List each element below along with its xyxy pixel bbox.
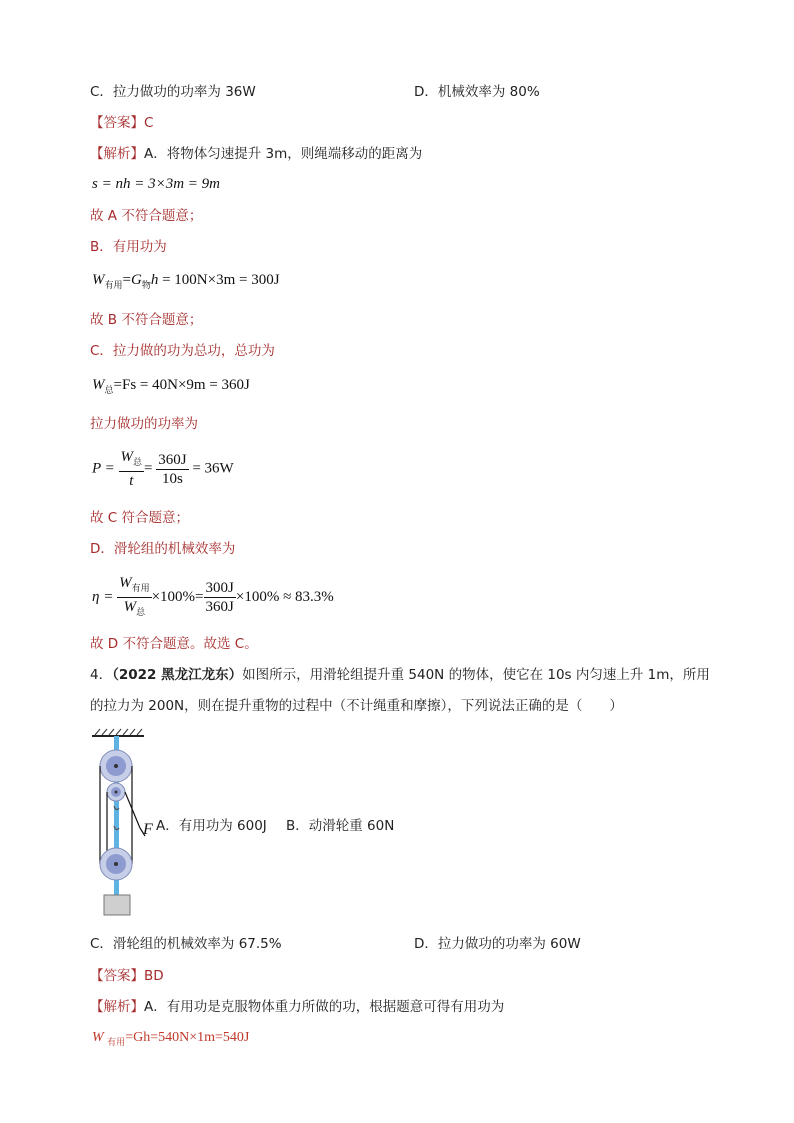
equation-total-rest: =Fs = 40N×9m = 360J bbox=[113, 377, 250, 393]
option-c-prev: C．拉力做功的功率为 36W bbox=[90, 84, 256, 100]
power-sub: 总 bbox=[133, 457, 143, 467]
answer-label-2: 【答案】BD bbox=[90, 968, 164, 984]
force-label: F bbox=[143, 821, 153, 838]
eta-num-sub: 有用 bbox=[131, 583, 150, 593]
analysis-label: 【解析】 bbox=[90, 146, 144, 162]
fraction-w-over-t: $\frac{W_总}{t}$ bbox=[120, 449, 143, 489]
conclusion-c: 故 C 符合题意； bbox=[90, 510, 190, 526]
option-b: B．动滑轮重 60N bbox=[286, 818, 395, 834]
fraction-efficiency-values bbox=[204, 579, 236, 616]
fraction-efficiency: $\frac{W_{有用}}{W_总}$ bbox=[119, 575, 150, 617]
sub-useful: 有用 bbox=[104, 280, 123, 290]
analysis-line-a bbox=[90, 144, 422, 164]
option-b-analysis: B．有用功为 bbox=[90, 239, 167, 255]
question-number: 4． bbox=[90, 667, 113, 683]
equation-efficiency bbox=[92, 574, 334, 621]
pulley-system-figure bbox=[90, 728, 150, 918]
analysis-line-2 bbox=[90, 997, 504, 1017]
answer-label-1: 【答案】C bbox=[90, 115, 154, 131]
sub-useful-2: 有用 bbox=[107, 1036, 126, 1047]
equation-distance: s = nh = 3×3m = 9m bbox=[92, 176, 220, 192]
sub-object: 物 bbox=[141, 280, 151, 290]
question-4-line-1 bbox=[90, 665, 710, 685]
equation-total-work: $W_总=Fs = 40N\times 9m = 360J$ bbox=[92, 377, 250, 395]
option-a: A．有用功为 600J bbox=[156, 818, 267, 834]
sub-total: 总 bbox=[104, 385, 114, 395]
eta-rhs: ×100% ≈ 83.3% bbox=[235, 588, 334, 605]
power-lhs: P = bbox=[92, 460, 115, 477]
conclusion-b: 故 B 不符合题意； bbox=[90, 312, 203, 328]
conclusion-d: 故 D 不符合题意。故选 C。 bbox=[90, 636, 258, 652]
power-text: 拉力做功的功率为 bbox=[90, 416, 198, 432]
power-den: t bbox=[129, 473, 134, 489]
analysis-a-text: A．将物体匀速提升 3m，则绳端移动的距离为 bbox=[144, 146, 423, 162]
eta-den2: 360J bbox=[205, 599, 234, 615]
question-source: （2022 黑龙江龙东） bbox=[112, 667, 243, 683]
option-d-analysis: D．滑轮组的机械效率为 bbox=[90, 541, 236, 557]
power-num2: 360J bbox=[158, 451, 187, 468]
ceiling-hatch bbox=[95, 729, 142, 735]
fraction-values bbox=[156, 451, 188, 488]
equation-useful-work: $W_{有用}=G_物h = 100N\times 3m = 300J$ bbox=[92, 272, 280, 290]
option-d-prev: D．机械效率为 80% bbox=[414, 84, 540, 100]
eta-num2: 300J bbox=[205, 580, 234, 596]
eta-mid: ×100%= bbox=[151, 588, 204, 605]
eta-den-sub: 总 bbox=[136, 607, 146, 617]
weight-block bbox=[104, 895, 130, 915]
analysis-2-text: A．有用功是克服物体重力所做的功，根据题意可得有用功为 bbox=[144, 999, 505, 1015]
option-c-analysis: C．拉力做的功为总功，总功为 bbox=[90, 343, 275, 359]
equation-power: P = $\frac{W_总}{t}$ = $\frac{360J}{10s}$ = 36W bbox=[92, 449, 234, 489]
power-den2: 10s bbox=[162, 470, 183, 487]
equation-useful-work-2: W $_{有用}$=Gh=540N×1m=540J bbox=[92, 1030, 250, 1047]
power-rhs: = 36W bbox=[192, 460, 234, 477]
option-d: D．拉力做功的功率为 60W bbox=[414, 936, 581, 952]
eta-lhs: η = bbox=[92, 588, 114, 605]
equation-useful-work-2-rest: =Gh=540N×1m=540J bbox=[125, 1030, 250, 1045]
question-4-line-2: 的拉力为 200N，则在提升重物的过程中（不计绳重和摩擦），下列说法正确的是（ ） bbox=[90, 698, 623, 714]
conclusion-a: 故 A 不符合题意； bbox=[90, 208, 203, 224]
option-c: C．滑轮组的机械效率为 67.5% bbox=[90, 936, 282, 952]
question-text-1: 如图所示，用滑轮组提升重 540N 的物体，使它在 10s 内匀速上升 1m，所用 bbox=[242, 667, 710, 683]
analysis-label-2: 【解析】 bbox=[90, 999, 144, 1015]
